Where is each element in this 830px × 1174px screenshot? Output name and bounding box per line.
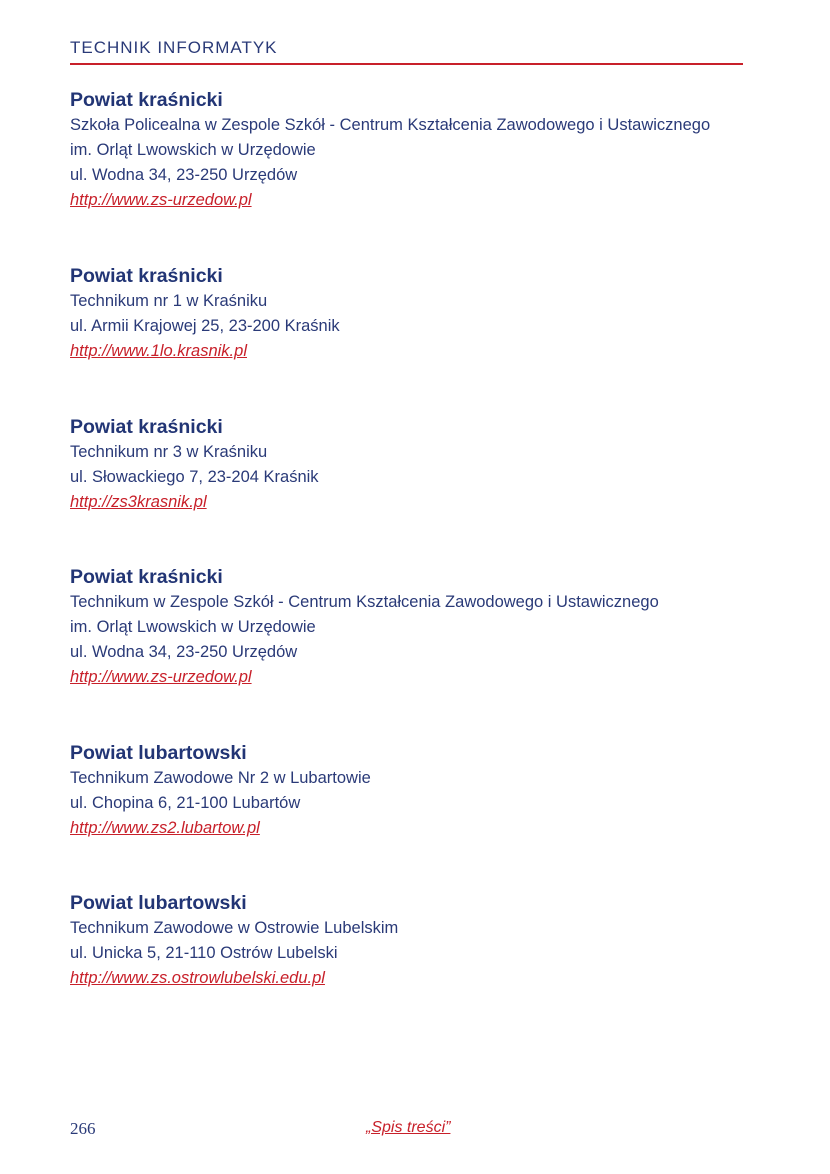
school-name-line: Technikum w Zespole Szkół - Centrum Kształcenia Zawodowego i Ustawicznego: [70, 593, 659, 611]
school-entry: [70, 87, 770, 213]
school-entry: [70, 263, 770, 364]
table-of-contents-link[interactable]: „Spis treści”: [366, 1119, 451, 1136]
school-website-link[interactable]: http://www.1lo.krasnik.pl: [70, 342, 247, 360]
school-address: ul. Wodna 34, 23-250 Urzędów: [70, 166, 298, 184]
school-website-link[interactable]: http://www.zs-urzedow.pl: [70, 191, 252, 209]
school-name-line: Technikum nr 1 w Kraśniku: [70, 292, 268, 310]
district-heading: Powiat kraśnicki: [70, 89, 223, 111]
school-entry: [70, 740, 770, 841]
school-address: ul. Słowackiego 7, 23-204 Kraśnik: [70, 468, 319, 486]
district-heading: Powiat kraśnicki: [70, 416, 223, 438]
school-name-line: Technikum nr 3 w Kraśniku: [70, 443, 268, 461]
school-website-link[interactable]: http://www.zs2.lubartow.pl: [70, 819, 260, 837]
school-name-line: Technikum Zawodowe Nr 2 w Lubartowie: [70, 769, 371, 787]
district-heading: Powiat kraśnicki: [70, 265, 223, 287]
school-address: ul. Chopina 6, 21-100 Lubartów: [70, 794, 301, 812]
school-name-line: Szkoła Policealna w Zespole Szkół - Centrum Kształcenia Zawodowego i Ustawicznego: [70, 116, 711, 134]
school-address: ul. Armii Krajowej 25, 23-200 Kraśnik: [70, 317, 340, 335]
header-divider: [70, 63, 743, 65]
school-address: ul. Unicka 5, 21-110 Ostrów Lubelski: [70, 944, 338, 962]
district-heading: Powiat kraśnicki: [70, 566, 223, 588]
school-entry: [70, 890, 770, 991]
district-heading: Powiat lubartowski: [70, 892, 247, 914]
school-name-line: im. Orląt Lwowskich w Urzędowie: [70, 618, 316, 636]
school-name-line: Technikum Zawodowe w Ostrowie Lubelskim: [70, 919, 399, 937]
school-website-link[interactable]: http://www.zs-urzedow.pl: [70, 668, 252, 686]
school-name-line: im. Orląt Lwowskich w Urzędowie: [70, 141, 316, 159]
page-number: 266: [70, 1119, 96, 1138]
district-heading: Powiat lubartowski: [70, 742, 247, 764]
school-website-link[interactable]: http://www.zs.ostrowlubelski.edu.pl: [70, 969, 325, 987]
school-address: ul. Wodna 34, 23-250 Urzędów: [70, 643, 298, 661]
school-entry: [70, 564, 770, 690]
school-website-link[interactable]: http://zs3krasnik.pl: [70, 493, 207, 511]
school-entry: [70, 414, 770, 515]
page-header-title: TECHNIK INFORMATYK: [70, 38, 278, 57]
